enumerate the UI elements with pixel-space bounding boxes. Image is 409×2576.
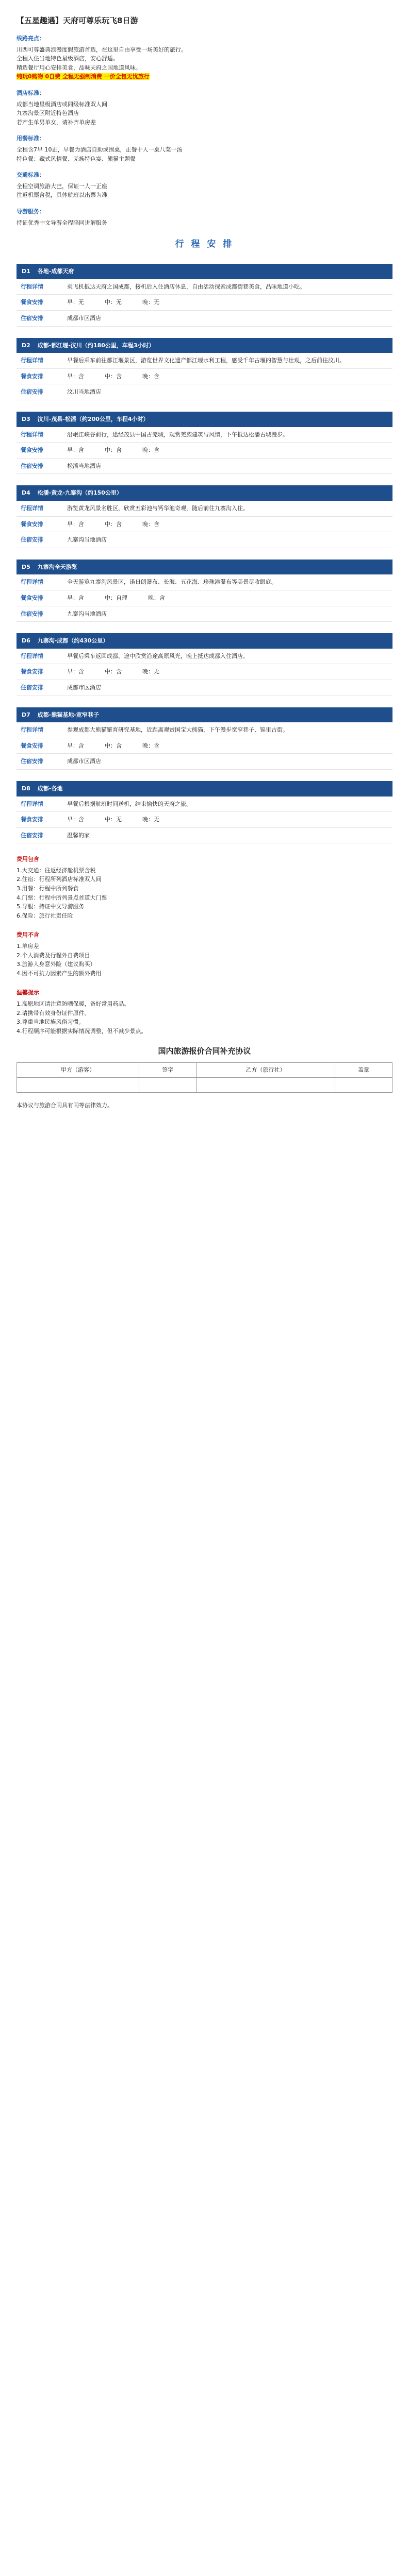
day-table [17,427,392,474]
meals-line: 特色餐：藏式风情餐、羌族特色宴、熊猫主题餐 [17,155,136,162]
page-title: 【五星趣遇】天府可尊乐玩飞8日游 [17,16,138,25]
includes-item: 1.大交通：往返经济舱机票含税 [17,867,96,874]
sig-header: 盖章 [335,1063,392,1078]
document [0,0,409,1124]
footer-note: 本协议与旅游合同具有同等法律效力。 [17,1101,113,1109]
excludes-item: 4.因不可抗力因素产生的额外费用 [17,970,102,977]
meals-label: 餐食安排 [17,443,63,459]
day-header [17,707,392,723]
meal-breakfast: 早：无 [67,299,84,306]
day-number: D3 [22,416,30,423]
itinerary-days [17,264,392,843]
excludes-heading: 费用不含 [17,931,39,939]
day-number: D2 [22,342,30,349]
features-section [17,34,392,81]
day-table [17,501,392,548]
meal-dinner: 晚：无 [142,816,159,823]
itinerary-title: 行 程 安 排 [175,239,234,250]
tips-item: 4.行程顺序可能根据实际情况调整，但不减少景点。 [17,1027,147,1035]
hotel-section [17,89,392,127]
day-block [17,264,392,326]
features-heading: 线路亮点： [17,35,45,42]
day-header [17,412,392,427]
meal-dinner: 晚：含 [142,372,159,380]
hotel-label: 住宿安排 [17,311,63,327]
day-table [17,574,392,622]
meal-lunch: 中：含 [105,668,122,675]
hotel-label: 住宿安排 [17,754,63,770]
hotel-line: 成都当地星级酒店或同级标准双人间 [17,100,107,108]
sig-cell [17,1077,139,1092]
meals-label: 餐食安排 [17,590,63,606]
meal-dinner: 晚：无 [142,299,159,306]
day-block [17,338,392,400]
excludes-item: 1.单房差 [17,943,39,950]
includes-item: 2.住宿：行程所列酒店标准双人间 [17,876,102,883]
meal-breakfast: 早：含 [67,742,84,749]
day-block [17,560,392,622]
day-table [17,796,392,844]
day-detail: 全天游览九寨沟风景区，诺日朗瀑布、长海、五花海、珍珠滩瀑布等美景尽收眼底。 [63,574,392,590]
day-header [17,781,392,796]
meal-dinner: 晚：无 [142,668,159,675]
sig-cell [335,1077,392,1092]
day-hotel: 成都市区酒店 [63,680,392,696]
day-header [17,560,392,575]
day-route: 九寨沟-成都（约430公里） [37,637,109,645]
hotel-label: 住宿安排 [17,532,63,548]
day-hotel: 松潘当地酒店 [63,458,392,474]
guide-line: 持证优秀中文导游全程陪同讲解服务 [17,219,107,226]
hotel-label: 住宿安排 [17,384,63,400]
detail-label: 行程详情 [17,353,63,368]
day-table [17,353,392,400]
meals-heading: 用餐标准： [17,135,45,142]
day-hotel: 九寨沟当地酒店 [63,606,392,622]
detail-label: 行程详情 [17,574,63,590]
day-header [17,338,392,353]
transport-section [17,171,392,200]
meal-dinner: 晚：含 [142,520,159,528]
day-header [17,264,392,279]
day-block [17,633,392,696]
meal-lunch: 中：无 [105,299,122,306]
agreement-title: 国内旅游报价合同补充协议 [158,1046,251,1056]
meal-breakfast: 早：含 [67,668,84,675]
day-number: D1 [22,268,30,275]
day-detail: 早餐后乘车返回成都，途中欣赏沿途高原风光，晚上抵达成都入住酒店。 [63,649,392,664]
sig-header: 签字 [139,1063,196,1078]
detail-label: 行程详情 [17,722,63,738]
excludes-list [17,942,392,978]
tips-item: 1.高原地区请注意防晒保暖，备好常用药品。 [17,1001,130,1007]
detail-label: 行程详情 [17,427,63,443]
hotel-label: 住宿安排 [17,680,63,696]
detail-label: 行程详情 [17,279,63,295]
day-detail: 沿岷江峡谷前行，途经茂县中国古羌城，观赏羌族建筑与风情，下午抵达松潘古城漫步。 [63,427,392,443]
meal-lunch: 中：自理 [105,594,127,601]
meal-lunch: 中：含 [105,742,122,749]
includes-item: 3.用餐：行程中所列餐食 [17,885,79,892]
sig-cell [139,1077,196,1092]
feature-line: 川西可尊盛典浪漫度假旅游首选，在这里自由享受一场美好的旅行。 [17,46,187,53]
tips-item: 2.请携带有效身份证件原件。 [17,1009,90,1016]
day-route: 成都-各地 [37,785,63,792]
meal-lunch: 中：无 [105,816,122,823]
day-number: D8 [22,785,30,792]
day-number: D4 [22,489,30,497]
transport-heading: 交通标准： [17,172,45,179]
sig-header: 甲方（游客） [17,1063,139,1078]
day-detail: 乘飞机抵达天府之国成都，接机后入住酒店休息，自由活动探索成都街巷美食，品味地道小吃。 [63,279,392,295]
includes-heading: 费用包含 [17,856,39,863]
day-number: D5 [22,563,30,570]
guide-heading: 导游服务： [17,208,45,215]
day-table [17,722,392,770]
detail-label: 行程详情 [17,649,63,664]
feature-highlight: 纯玩0购物 0自费 全程无强制消费 一价全包无忧旅行 [17,73,150,80]
tips-list [17,999,392,1036]
detail-label: 行程详情 [17,796,63,812]
day-route: 成都-都江堰-汶川（约180公里，车程3小时） [37,342,155,349]
meals-label: 餐食安排 [17,295,63,311]
day-hotel: 成都市区酒店 [63,754,392,770]
day-block [17,781,392,843]
meal-lunch: 中：含 [105,447,122,454]
includes-item: 5.导服：持证中文导游服务 [17,903,85,910]
meal-breakfast: 早：含 [67,520,84,528]
hotel-line: 九寨沟景区附近特色酒店 [17,110,79,117]
excludes-section [17,930,392,978]
transport-line: 往返机票含税，具体航班以出票为准 [17,192,107,199]
sig-cell [197,1077,335,1092]
sig-header: 乙方（旅行社） [197,1063,335,1078]
day-block [17,412,392,474]
day-route: 汶川-茂县-松潘（约200公里，车程4小时） [37,416,149,423]
day-hotel: 温馨的家 [63,827,392,843]
tips-heading: 温馨提示 [17,989,39,996]
meal-lunch: 中：含 [105,520,122,528]
hotel-label: 住宿安排 [17,458,63,474]
day-number: D6 [22,637,30,645]
day-block [17,485,392,548]
day-table [17,279,392,327]
hotel-line: 若产生单男单女，请补齐单房差 [17,118,96,126]
includes-list [17,866,392,921]
signature-table [17,1062,392,1092]
day-hotel: 汶川当地酒店 [63,384,392,400]
day-detail: 游览黄龙风景名胜区，欣赏五彩池与钙华池奇观，随后前往九寨沟入住。 [63,501,392,516]
day-detail: 早餐后乘车前往都江堰景区，游览世界文化遗产都江堰水利工程，感受千年古堰的智慧与壮观，之后前往汶川。 [63,353,392,368]
tips-section [17,988,392,1036]
hotel-label: 住宿安排 [17,606,63,622]
includes-item: 6.保险：旅行社责任险 [17,912,73,919]
meals-label: 餐食安排 [17,516,63,532]
excludes-item: 3.旅游人身意外险（建议购买） [17,961,96,968]
meals-section [17,134,392,163]
meal-breakfast: 早：含 [67,447,84,454]
day-header [17,485,392,501]
meal-breakfast: 早：含 [67,372,84,380]
meal-breakfast: 早：含 [67,594,84,601]
meals-label: 餐食安排 [17,664,63,680]
day-route: 各地-成都天府 [37,268,74,275]
transport-line: 全程空调旅游大巴，保证一人一正座 [17,182,107,190]
excludes-item: 2.个人消费及行程外自费项目 [17,952,90,959]
meal-dinner: 晚：含 [142,742,159,749]
day-route: 九寨沟全天游览 [37,563,77,570]
meals-line: 全程含7早 10正，早餐为酒店自助或围桌，正餐十人一桌八菜一汤 [17,146,183,153]
tips-item: 3.尊重当地民族风俗习惯。 [17,1019,85,1026]
hotel-label: 住宿安排 [17,827,63,843]
meals-label: 餐食安排 [17,738,63,754]
hotel-heading: 酒店标准： [17,89,45,96]
meals-label: 餐食安排 [17,368,63,384]
meal-breakfast: 早：含 [67,816,84,823]
day-number: D7 [22,711,30,718]
day-hotel: 九寨沟当地酒店 [63,532,392,548]
meal-dinner: 晚：含 [142,447,159,454]
day-header [17,633,392,649]
includes-section [17,855,392,920]
feature-line: 精选餐厅用心安排美食，品味天府之国地道风味。 [17,64,141,71]
meals-label: 餐食安排 [17,812,63,828]
day-detail: 参观成都大熊猫繁育研究基地，近距离观赏国宝大熊猫，下午漫步宽窄巷子、锦里古街。 [63,722,392,738]
feature-line: 全程入住当地特色星级酒店，安心舒适。 [17,55,119,62]
guide-section [17,207,392,227]
day-hotel: 成都市区酒店 [63,311,392,327]
meal-dinner: 晚：含 [148,594,165,601]
day-route: 松潘-黄龙-九寨沟（约150公里） [37,489,122,497]
meal-lunch: 中：含 [105,372,122,380]
detail-label: 行程详情 [17,501,63,516]
day-table [17,649,392,696]
day-detail: 早餐后根据航班时间送机，结束愉快的天府之旅。 [63,796,392,812]
includes-item: 4.门票：行程中所列景点首道大门票 [17,894,107,901]
day-block [17,707,392,770]
day-route: 成都-熊猫基地-宽窄巷子 [37,711,99,718]
